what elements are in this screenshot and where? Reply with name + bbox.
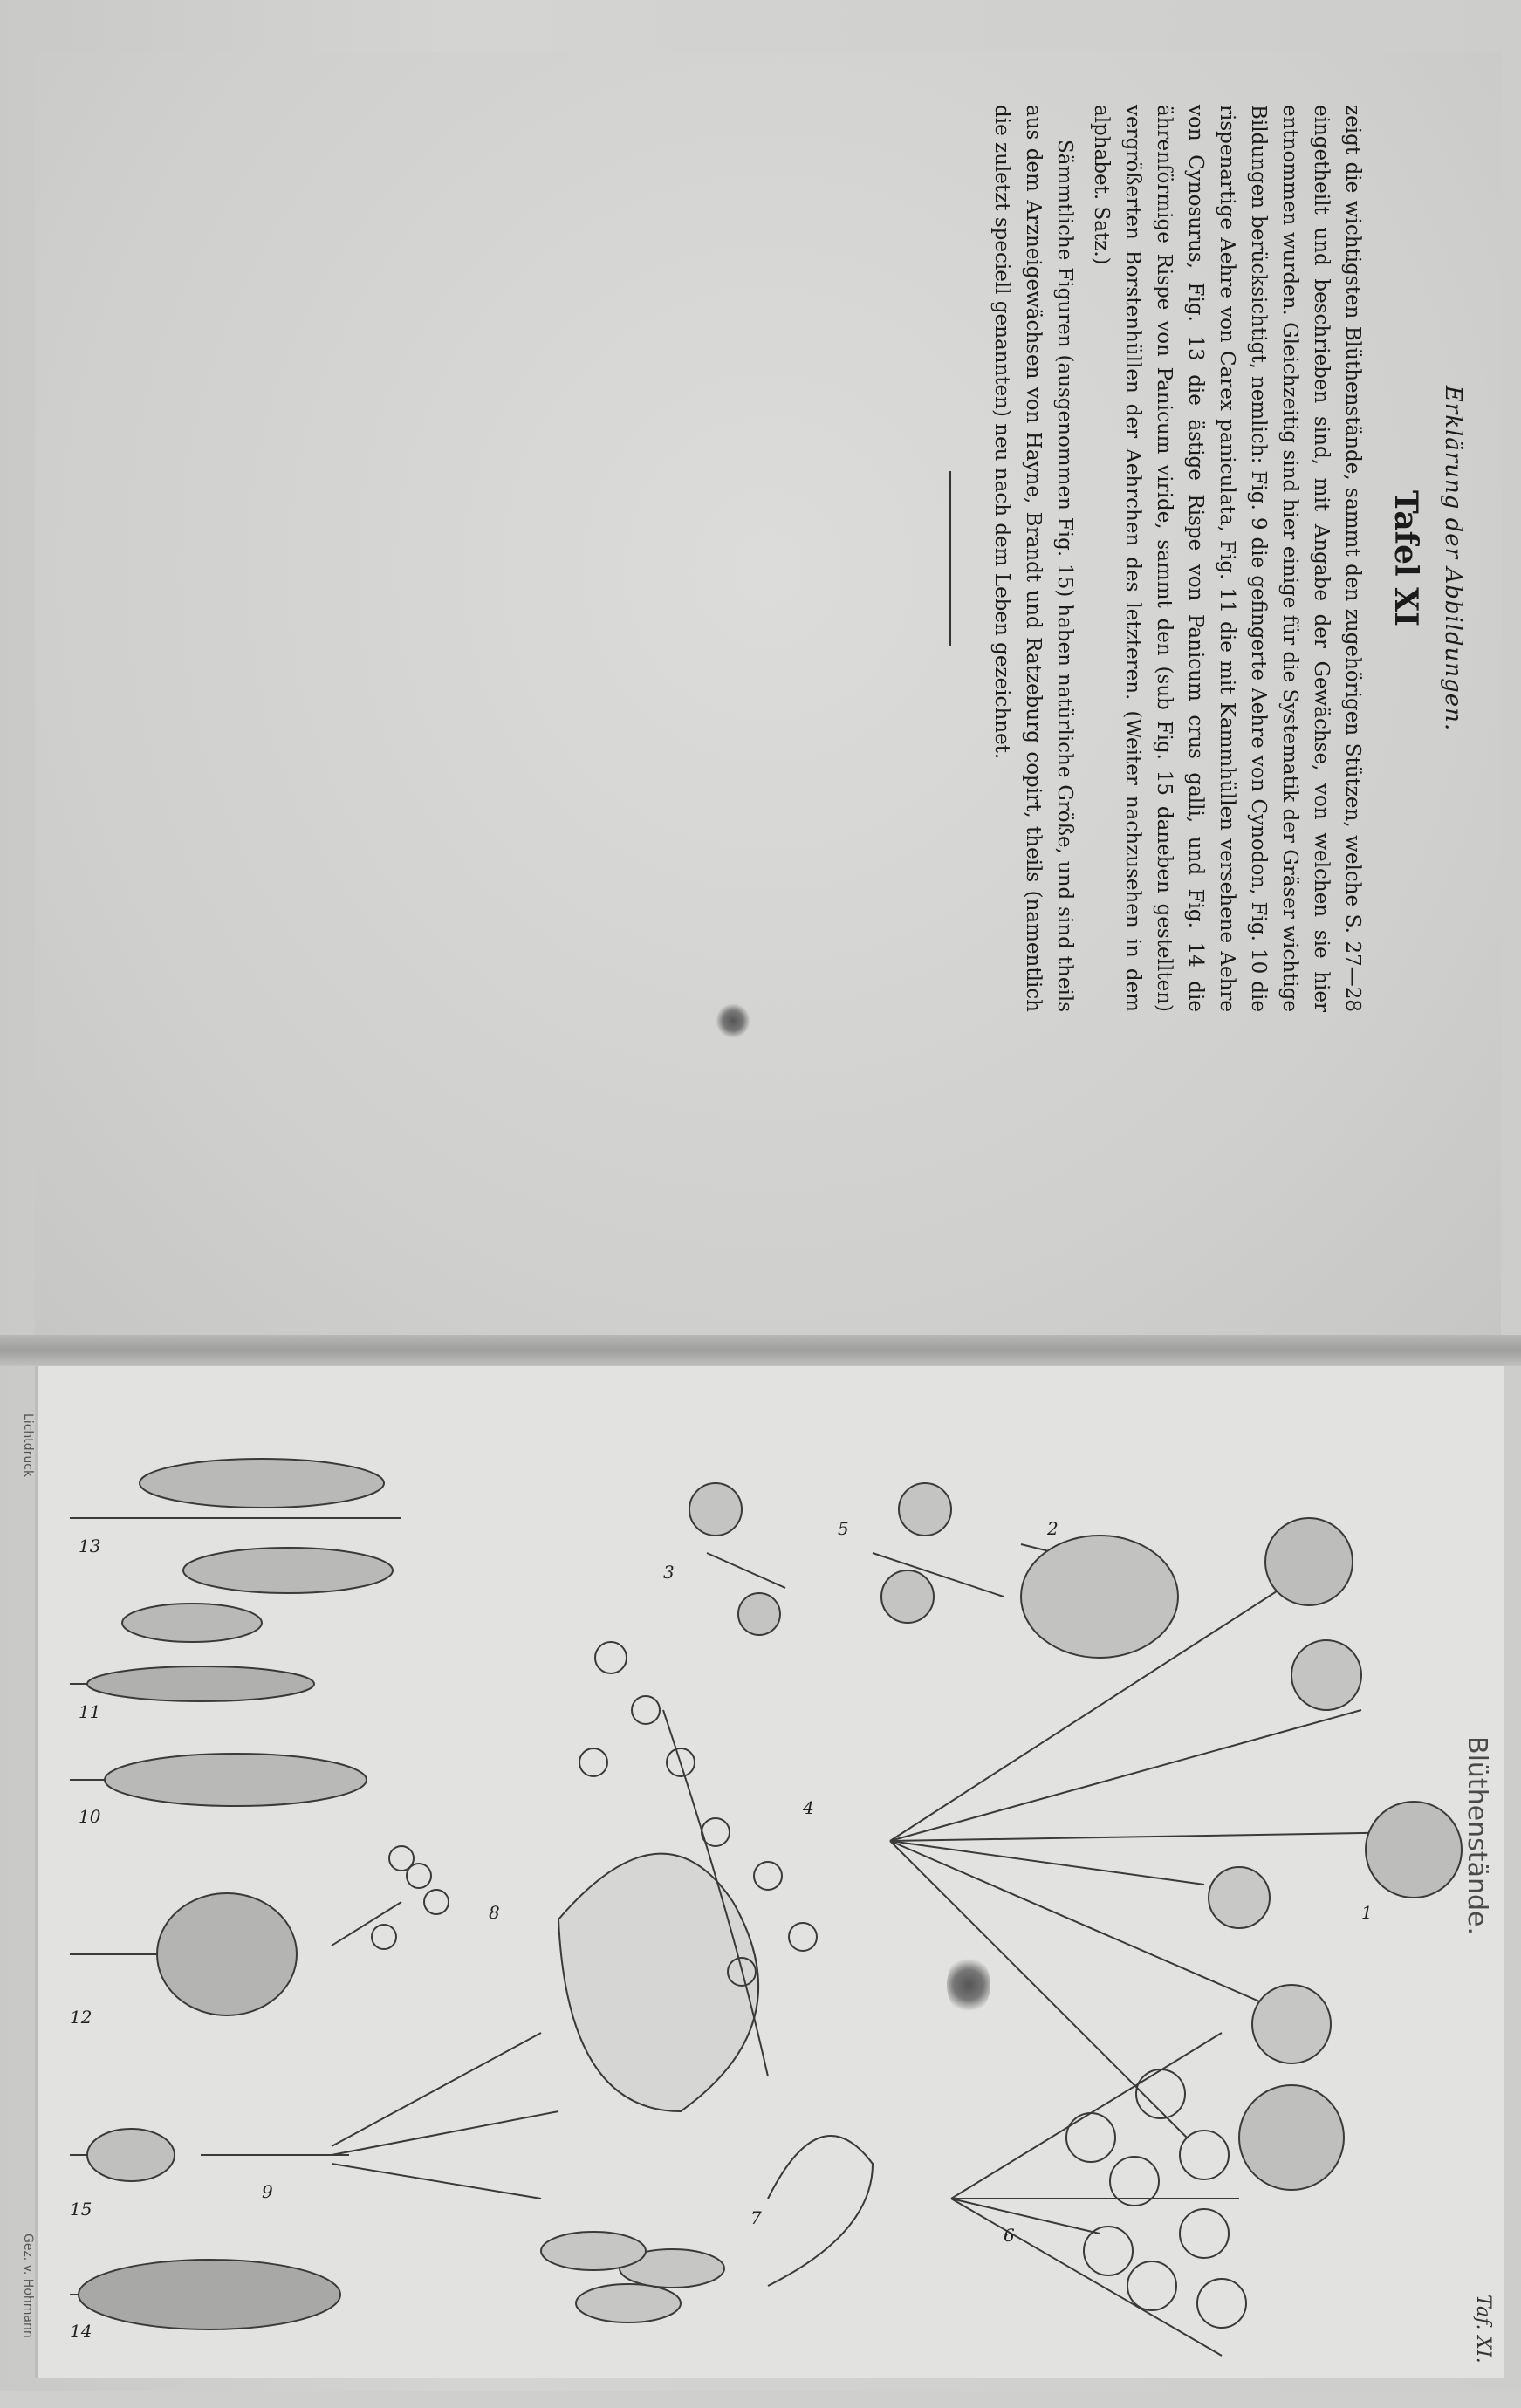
figure-label: 5 (838, 1518, 849, 1539)
figure-7-spike-illustration (541, 2136, 873, 2322)
figure-8-umbel-illustration (332, 1846, 449, 1949)
figure-13-grass-panicle-illustration (70, 1459, 401, 1642)
figure-15-bristles-illustration (70, 2129, 175, 2181)
imprint-note: Gez. v. Hohmann (21, 2234, 35, 2338)
figure-3-umbellule-illustration (689, 1483, 785, 1635)
figure-5-cyme-illustration (873, 1483, 1004, 1623)
figure-11-spike-illustration (70, 1666, 314, 1701)
figure-label: 14 (70, 2321, 92, 2342)
figure-label: 1 (1361, 1902, 1373, 1923)
figure-label: 15 (70, 2199, 92, 2220)
plate-title: Tafel XI (1387, 489, 1424, 627)
figure-6-compound-umbel-illustration (951, 2033, 1246, 2356)
figure-label: 12 (70, 2007, 92, 2028)
figure-label: 7 (750, 2207, 762, 2228)
figure-1-umbel-illustration (890, 1518, 1462, 2190)
figure-12-cone-illustration (70, 1893, 297, 2015)
figure-label: 3 (663, 1562, 675, 1583)
figure-label: 2 (1047, 1518, 1059, 1539)
figure-label: 13 (79, 1536, 101, 1556)
figure-label: 8 (489, 1902, 500, 1923)
figure-label: 6 (1004, 2225, 1015, 2246)
explanation-paragraph: zeigt die wichtigsten Blüthenstände, sammt den zugehörigen Stützen, welche S. 27—28 eingetheilt und beschrieben sind, mit Angabe der Gewächse, von welchen sie hier entnommen wurden. Gleichzeitig sind hier einige für die Systematik der Gräser wichtige Bildungen berücksichtigt, nemlich: Fig. 9 die gefingerte Aehre von Cynodon, Fig. 10 die rispenartige Aehre von Carex paniculata, Fig. 11 die mit Kammhüllen versehene Aehre von Cynosurus, Fig. 13 die ästige Rispe von Panicum crus galli, und Fig. 14 die ährenförmige Rispe von Panicum viride, sammt den (sub Fig. 15 daneben gestellten) vergrößerten Borstenhüllen der Aehrchen des letzteren. (Weiter nachzusehen in dem alphabet. Satz.) (1090, 105, 1364, 1012)
figure-2-corymb-illustration (1021, 1536, 1178, 1658)
figure-label: 10 (79, 1806, 101, 1827)
figure-14-spike-illustration (70, 2260, 340, 2329)
figure-label: 4 (803, 1797, 814, 1818)
figure-10-spike-illustration (70, 1754, 367, 1806)
explanation-paragraph: Sämmtliche Figuren (ausgenommen Fig. 15) haben natürliche Größe, und sind theils aus dem Arzneigewächsen von Hayne, Brandt und Ratzeburg copirt, theils (namentlich die zuletzt speciell genannten) neu nach dem Leben gezeichnet. (990, 105, 1076, 1012)
plate-number: Taf. XI. (1472, 2295, 1494, 2364)
figure-9-digitate-spike-illustration (201, 2033, 558, 2199)
figure-4-panicle-illustration (558, 1642, 817, 2111)
plate-header: Blüthenstände. (1462, 1736, 1492, 1936)
running-head: Erklärung der Abbildungen. (1440, 385, 1466, 732)
figure-label: 9 (262, 2181, 273, 2202)
figure-label: 11 (79, 1701, 101, 1722)
imprint-note: Lichtdruck (21, 1413, 35, 1478)
